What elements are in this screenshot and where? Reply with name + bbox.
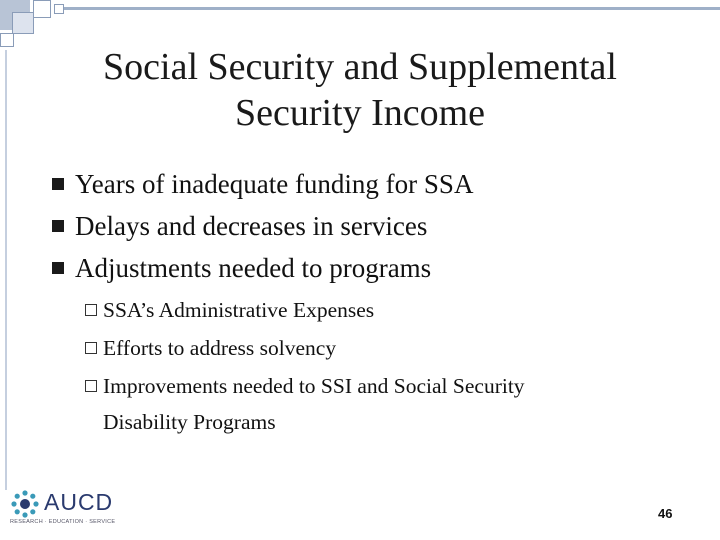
bullet-text: Delays and decreases in services (75, 211, 428, 241)
bullet-list (52, 163, 692, 439)
sub-bullet-text-continued: Disability Programs (103, 410, 276, 434)
sub-bullet-list (52, 291, 692, 439)
aucd-logo (10, 489, 116, 529)
corner-square-outline (33, 0, 51, 18)
sub-bullet-item (85, 291, 692, 329)
hollow-square-bullet-icon (85, 342, 97, 354)
corner-square-mid (12, 12, 34, 34)
top-rule (64, 7, 720, 10)
square-bullet-icon (52, 220, 64, 232)
corner-square-small (0, 33, 14, 47)
bullet-item (52, 205, 692, 247)
square-bullet-icon (52, 262, 64, 274)
logo-tagline: RESEARCH · EDUCATION · SERVICE (10, 519, 116, 525)
sub-bullet-text: Improvements needed to SSI and Social Security (103, 374, 525, 398)
left-rule (5, 50, 7, 490)
corner-square-tiny (54, 4, 64, 14)
square-bullet-icon (52, 178, 64, 190)
sub-bullet-text: SSA’s Administrative Expenses (103, 298, 375, 322)
aucd-emblem-icon (10, 489, 40, 519)
hollow-square-bullet-icon (85, 380, 97, 392)
slide-title: Social Security and Supplemental Security Income (103, 46, 617, 134)
bullet-text: Years of inadequate funding for SSA (75, 169, 474, 199)
sub-bullet-text: Efforts to address solvency (103, 336, 337, 360)
sub-bullet-item (85, 367, 692, 439)
bullet-item (52, 247, 692, 289)
sub-bullet-item (85, 329, 692, 367)
logo-wordmark: AUCD (44, 489, 114, 515)
bullet-item (52, 163, 692, 205)
page-number: 46 (658, 506, 673, 521)
hollow-square-bullet-icon (85, 304, 97, 316)
bullet-text: Adjustments needed to programs (75, 253, 432, 283)
